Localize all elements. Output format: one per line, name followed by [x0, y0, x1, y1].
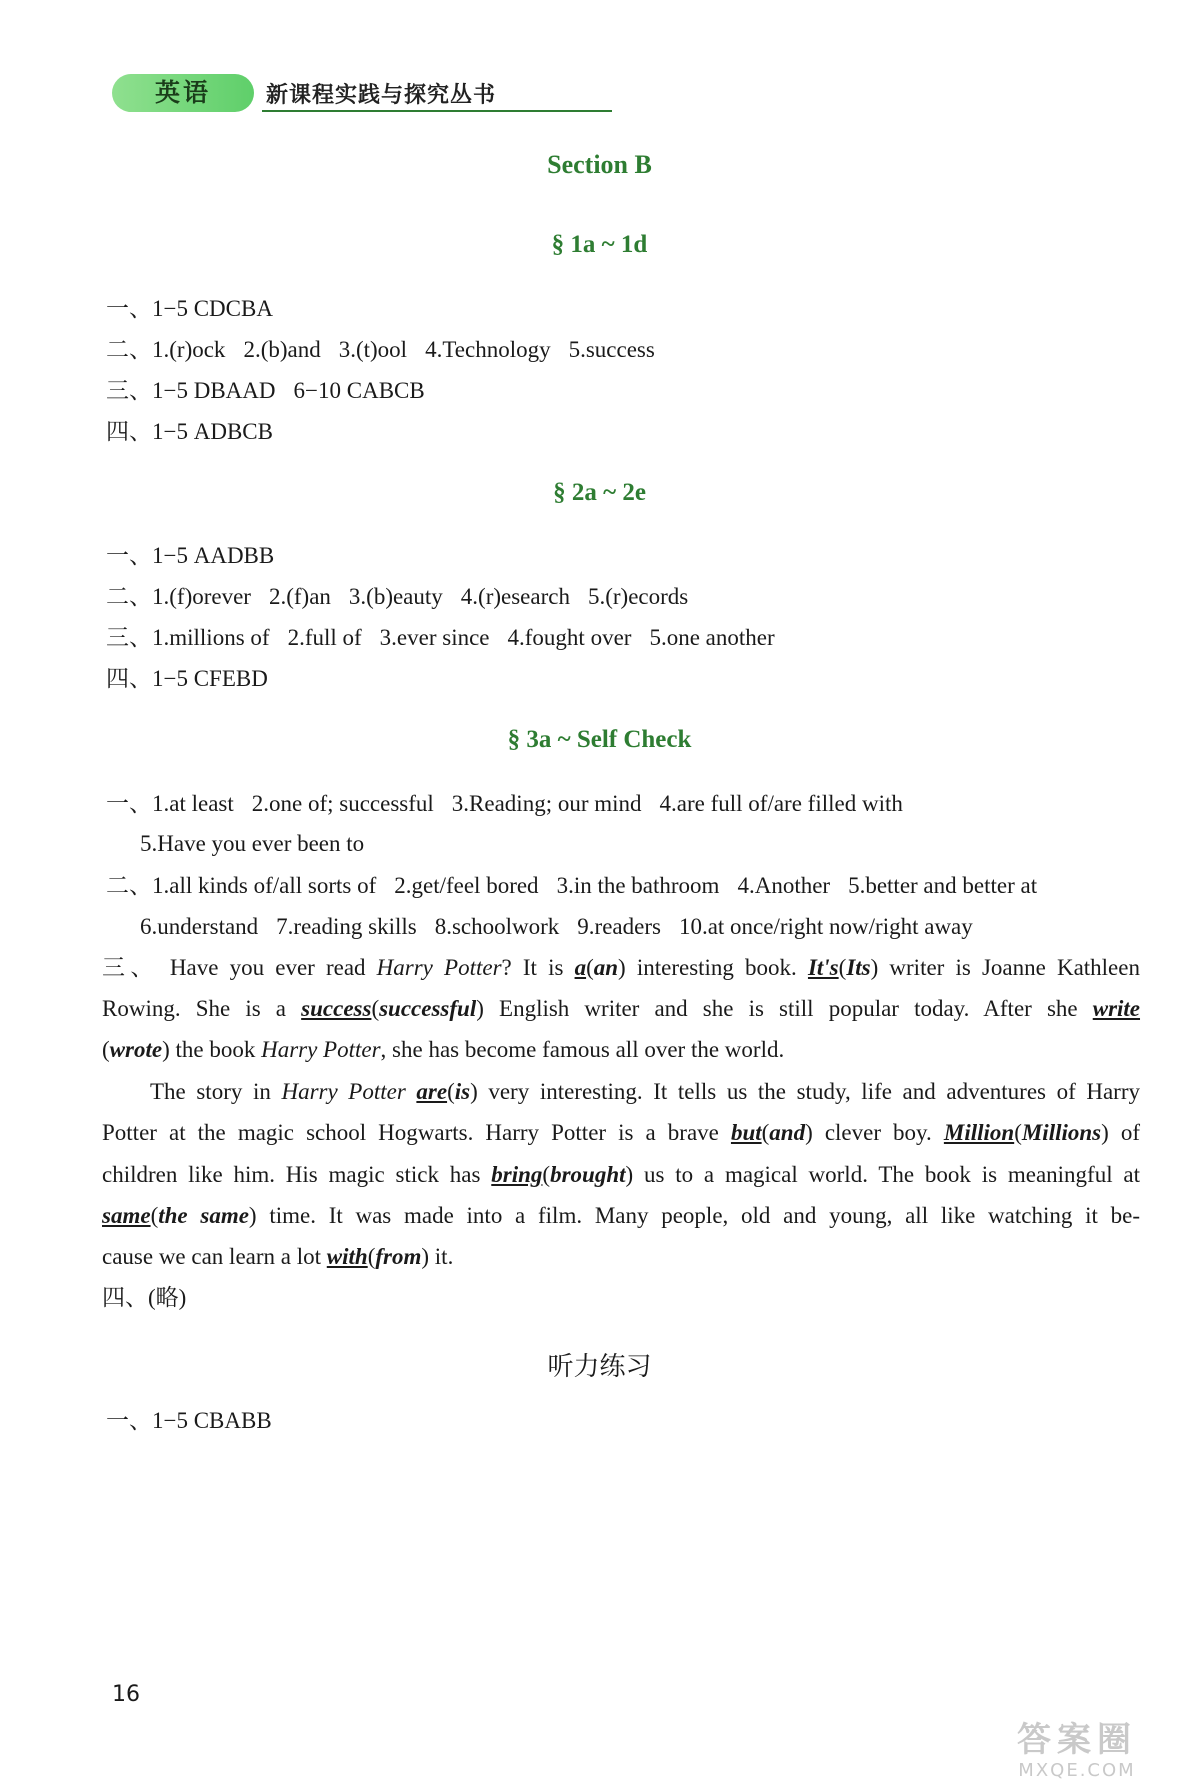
correction-word: from [375, 1244, 422, 1269]
answer-line: 三、1−5 DBAAD 6−10 CABCB [106, 378, 425, 403]
section-title: Section B [547, 150, 652, 179]
error-word: bring [491, 1162, 543, 1187]
error-word: It's [807, 955, 839, 980]
passage-line: (wrote) the book Harry Potter, she has become famous all over the world. [102, 1037, 785, 1062]
subject-tab: 英语 [112, 74, 254, 112]
answer-line: 三、1.millions of 2.full of 3.ever since 4.fought over 5.one another [106, 625, 775, 650]
answer-line: 二、1.(f)orever 2.(f)an 3.(b)eauty 4.(r)esearch 5.(r)ecords [106, 584, 689, 609]
page-number: 16 [112, 1682, 140, 1707]
series-title: 新课程实践与探究丛书 [266, 83, 497, 108]
answer-line: 二、1.all kinds of/all sorts of 2.get/feel bored 3.in the bathroom 4.Another 5.better and better at [106, 873, 1038, 898]
watermark-logo-text: 答案圈 [1017, 1720, 1137, 1760]
correction-word: successful [379, 996, 477, 1021]
correction-word: the same [158, 1203, 249, 1228]
passage-line: 三、 Have you ever read Harry Potter? It is a(an) interesting book. It's(Its) writer is Joanne Kathleen [102, 955, 1140, 980]
subsection-title-3: § 3a ~ Self Check [507, 726, 692, 753]
passage-line: cause we can learn a lot with(from) it. [102, 1244, 454, 1269]
answer-line: 二、1.(r)ock 2.(b)and 3.(t)ool 4.Technology 5.success [106, 337, 655, 362]
error-word: are [416, 1079, 448, 1104]
passage-line: children like him. His magic stick has bring(brought) us to a magical world. The book is meaningful at [102, 1162, 1140, 1187]
subsection-title-2: § 2a ~ 2e [553, 479, 646, 506]
subsection-title-1: § 1a ~ 1d [551, 231, 648, 258]
answer-line: 一、1−5 CDCBA [106, 296, 273, 321]
answer-line: 一、1.at least 2.one of; successful 3.Reading; our mind 4.are full of/are filled with [106, 791, 903, 816]
answer-line: 一、1−5 CBABB [106, 1408, 272, 1433]
passage-line: Potter at the magic school Hogwarts. Harry Potter is a brave but(and) clever boy. Million(Millions) of [102, 1120, 1141, 1145]
correction-word: Millions [1021, 1120, 1102, 1145]
answer-line: 5.Have you ever been to [140, 831, 365, 856]
correction-word: wrote [109, 1037, 163, 1062]
header-underline [262, 110, 612, 112]
watermark [977, 1720, 1177, 1786]
watermark-url: MXQE.COM [1018, 1760, 1136, 1781]
error-word: Million [943, 1120, 1015, 1145]
error-word: but [730, 1120, 762, 1145]
answer-line: 6.understand 7.reading skills 8.schoolwork 9.readers 10.at once/right now/right away [140, 914, 973, 939]
answer-line: 四、1−5 CFEBD [106, 666, 268, 691]
passage-line: Rowing. She is a success(successful) English writer and she is still popular today. After she write [102, 996, 1141, 1021]
error-word: write [1092, 996, 1141, 1021]
correction-word: and [769, 1120, 806, 1145]
passage-line: The story in Harry Potter are(is) very interesting. It tells us the study, life and adventures of Harry [150, 1079, 1140, 1104]
listening-title: 听力练习 [547, 1352, 652, 1382]
error-word: success [301, 996, 372, 1021]
answer-line: 四、(略) [102, 1285, 187, 1310]
correction-word: is [454, 1079, 471, 1104]
answer-line: 一、1−5 AADBB [106, 543, 275, 568]
error-word: a [574, 955, 587, 980]
answer-line: 四、1−5 ADBCB [106, 419, 273, 444]
passage-line: same(the same) time. It was made into a film. Many people, old and young, all like watching it be- [102, 1203, 1140, 1228]
correction-word: an [593, 955, 619, 980]
error-word: with [326, 1244, 368, 1269]
correction-word: brought [550, 1162, 626, 1187]
correction-word: Its [846, 955, 871, 980]
error-word: same [102, 1203, 151, 1228]
